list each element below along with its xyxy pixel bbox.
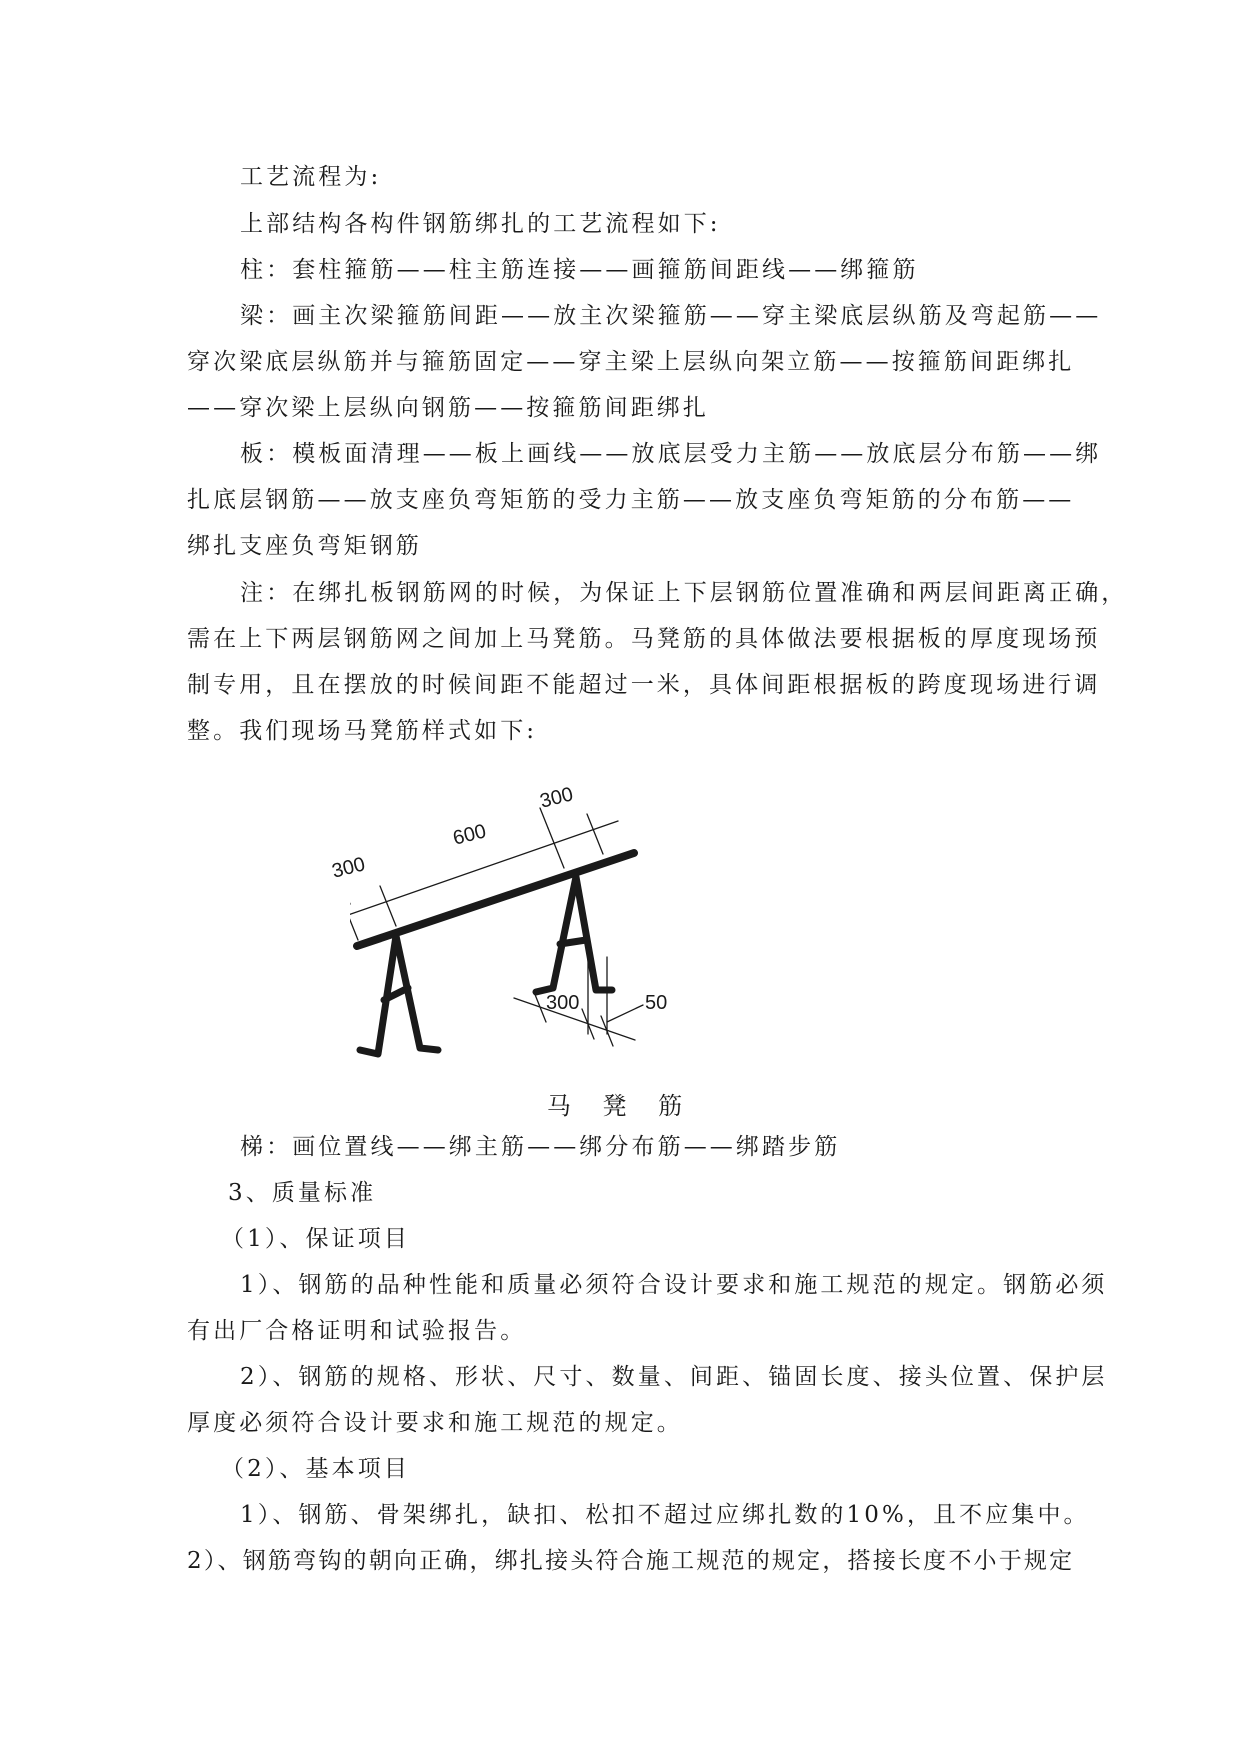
dim-label-top-300: 300 (537, 783, 576, 813)
figure-caption: 马 凳 筋 (546, 1092, 695, 1120)
slab-process-line-1: 板：模板面清理——板上画线——放底层受力主筋——放底层分布筋——绑 (240, 441, 1102, 467)
guarantee-items-title: （1）、保证项目 (221, 1226, 410, 1252)
note-line-4: 整。我们现场马凳筋样式如下: (187, 718, 538, 744)
beam-process-line-3: ——穿次梁上层纵向钢筋——按箍筋间距绑扎 (187, 395, 709, 421)
top-dim-tick-4 (587, 814, 603, 854)
top-dim-tick-1 (350, 900, 358, 940)
dim-label-50: 50 (645, 992, 668, 1014)
upper-structure-title: 上部结构各构件钢筋绑扎的工艺流程如下: (240, 211, 721, 237)
intro-line: 工艺流程为: (240, 164, 382, 190)
stair-process: 梯：画位置线——绑主筋——绑分布筋——绑踏步筋 (240, 1134, 841, 1160)
bottom-dim-tick-1 (534, 992, 546, 1022)
left-leg (360, 936, 438, 1054)
quality-title: 3、质量标准 (228, 1180, 377, 1206)
column-process: 柱：套柱箍筋——柱主筋连接——画箍筋间距线——绑箍筋 (240, 257, 919, 283)
dim-label-600: 600 (450, 820, 489, 850)
top-bar (357, 853, 634, 946)
basic-items-title: （2）、基本项目 (221, 1456, 410, 1482)
chair-bar-figure (329, 772, 770, 1082)
dim-label-bottom-300: 300 (546, 992, 580, 1014)
guarantee-item-1-line-1: 1）、钢筋的品种性能和质量必须符合设计要求和施工规范的规定。钢筋必须 (240, 1272, 1108, 1298)
guarantee-item-2-line-2: 厚度必须符合设计要求和施工规范的规定。 (187, 1410, 683, 1436)
slab-process-line-2: 扎底层钢筋——放支座负弯矩筋的受力主筋——放支座负弯矩筋的分布筋—— (187, 487, 1075, 513)
note-line-1: 注：在绑扎板钢筋网的时候，为保证上下层钢筋位置准确和两层间距离正确， (240, 580, 1128, 606)
guarantee-item-1-line-2: 有出厂合格证明和试验报告。 (187, 1318, 527, 1344)
beam-process-line-2: 穿次梁底层纵筋并与箍筋固定——穿主梁上层纵向架立筋——按箍筋间距绑扎 (187, 349, 1075, 375)
slab-process-line-3: 绑扎支座负弯矩钢筋 (187, 533, 422, 559)
note-line-2: 需在上下两层钢筋网之间加上马凳筋。马凳筋的具体做法要根据板的厚度现场预 (187, 626, 1101, 652)
basic-item-1: 1）、钢筋、骨架绑扎，缺扣、松扣不超过应绑扎数的10%，且不应集中。 (240, 1502, 1090, 1528)
beam-process-line-1: 梁：画主次梁箍筋间距——放主次梁箍筋——穿主梁底层纵筋及弯起筋—— (240, 303, 1102, 329)
dim-label-left-300: 300 (329, 853, 368, 883)
chair-bar-diagram (350, 772, 770, 1082)
top-dim-tick-2 (380, 886, 396, 926)
right-leg (536, 877, 612, 992)
50-leader (607, 1005, 643, 1022)
guarantee-item-2-line-1: 2）、钢筋的规格、形状、尺寸、数量、间距、锚固长度、接头位置、保护层 (240, 1364, 1108, 1390)
top-dim-tick-3 (548, 828, 564, 868)
note-line-3: 制专用，且在摆放的时候间距不能超过一米，具体间距根据板的跨度现场进行调 (187, 672, 1101, 698)
basic-item-2: 2）、钢筋弯钩的朝向正确，绑扎接头符合施工规范的规定，搭接长度不小于规定 (187, 1548, 1075, 1574)
